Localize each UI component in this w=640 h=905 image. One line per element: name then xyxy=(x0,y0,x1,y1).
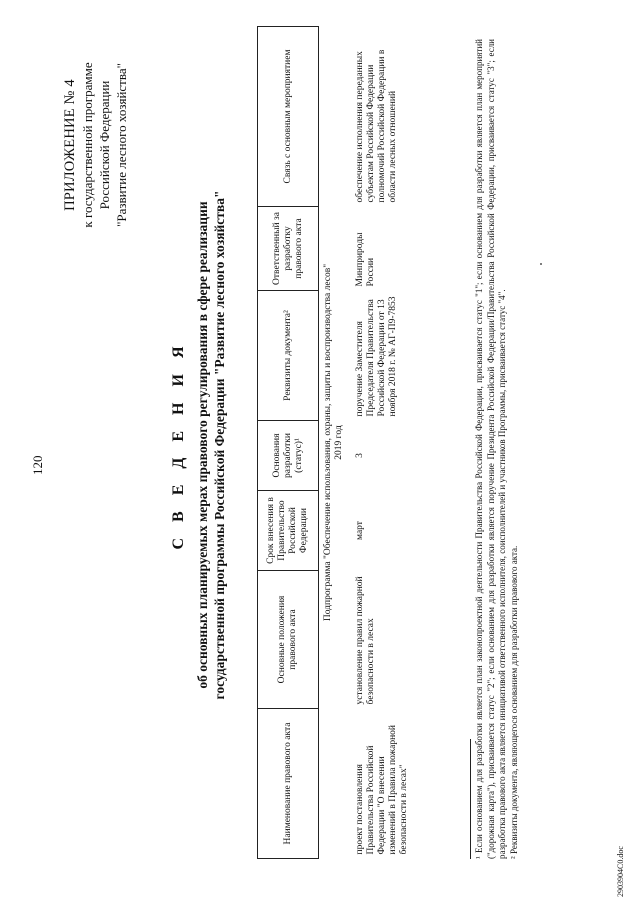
cell-deadline: март xyxy=(355,521,365,540)
cell-provisions: установление правил пожарной безопасности в лесах xyxy=(355,576,376,705)
cell-link: обеспечение исполнения переданных субъектам Российской Федерации полномочий Российской Федерации в области лесных отношений xyxy=(355,49,398,203)
title-line-2: об основных планируемых мерах правового регулирования в сфере реализации xyxy=(195,201,210,689)
footnotes xyxy=(474,39,520,859)
subprogram-row xyxy=(319,27,354,859)
footnote-separator xyxy=(470,739,471,859)
document-code: 2903904С0.doc xyxy=(616,846,625,897)
footnote-1: ¹ Если основанием для разработки является план законопроектной деятельности Правительства Российской Федерации, присваивается статус "1"; если основанием для разработки является план мероприятий ("дорожная карта"), присваивается статус "2"; если основанием для разработки является поручение Президента Российской Федерации/Правительства Российской Федерации, присваивается статус "3"; если разработка правового акта является инициативой ответственного исполнителя, соисполнителей и участников Программы, присваивается статус "4". xyxy=(474,39,507,859)
table-row xyxy=(353,27,412,859)
header-deadline: Срок внесения в Правительство Российской Федерации xyxy=(258,491,319,571)
header-responsible: Ответственный за разработку правового акта xyxy=(258,207,319,291)
cell-responsible: Минприроды России xyxy=(355,232,376,287)
cell-act-name: проект постановления Правительства Российской Федерации "О внесении изменений в Правила пожарной безопасности в лесах" xyxy=(355,725,409,855)
cell-requisites: поручение Заместителя Председателя Правительства Российской Федерации от 13 ноября 2018 г. № АГ-П9-7853 xyxy=(355,296,398,417)
cell-status: 3 xyxy=(355,453,365,458)
scan-speck xyxy=(540,263,542,265)
document-title xyxy=(170,45,228,845)
header-status: Основания разработки (статус)¹ xyxy=(258,421,319,491)
appendix-line-federation: Российской Федерации xyxy=(97,80,112,210)
table-header-row xyxy=(258,27,319,859)
title-line-3: государственной программы Российской Федерации "Развитие лесного хозяйства" xyxy=(212,190,227,700)
footnote-2: ² Реквизиты документа, являющегося основанием для разработки правового акта. xyxy=(508,545,519,859)
header-link: Связь с основным мероприятием xyxy=(258,27,319,207)
appendix-line-name: "Развитие лесного хозяйства" xyxy=(114,63,129,227)
header-requisites: Реквизиты документа² xyxy=(258,291,319,421)
subprogram-title: Подпрограмма "Обеспечение использования, охраны, защиты и воспроизводства лесов" xyxy=(323,263,333,622)
page-number: 120 xyxy=(30,455,45,475)
appendix-line-program: к государственной программе xyxy=(80,62,95,228)
measures-table xyxy=(257,26,412,859)
year-label: 2019 год xyxy=(334,425,344,460)
appendix-header xyxy=(62,15,130,275)
appendix-title: ПРИЛОЖЕНИЕ № 4 xyxy=(62,79,78,211)
header-act-name: Наименование правового акта xyxy=(258,709,319,859)
header-provisions: Основные положения правового акта xyxy=(258,571,319,709)
title-heading: С В Е Д Е Н И Я xyxy=(170,340,187,550)
